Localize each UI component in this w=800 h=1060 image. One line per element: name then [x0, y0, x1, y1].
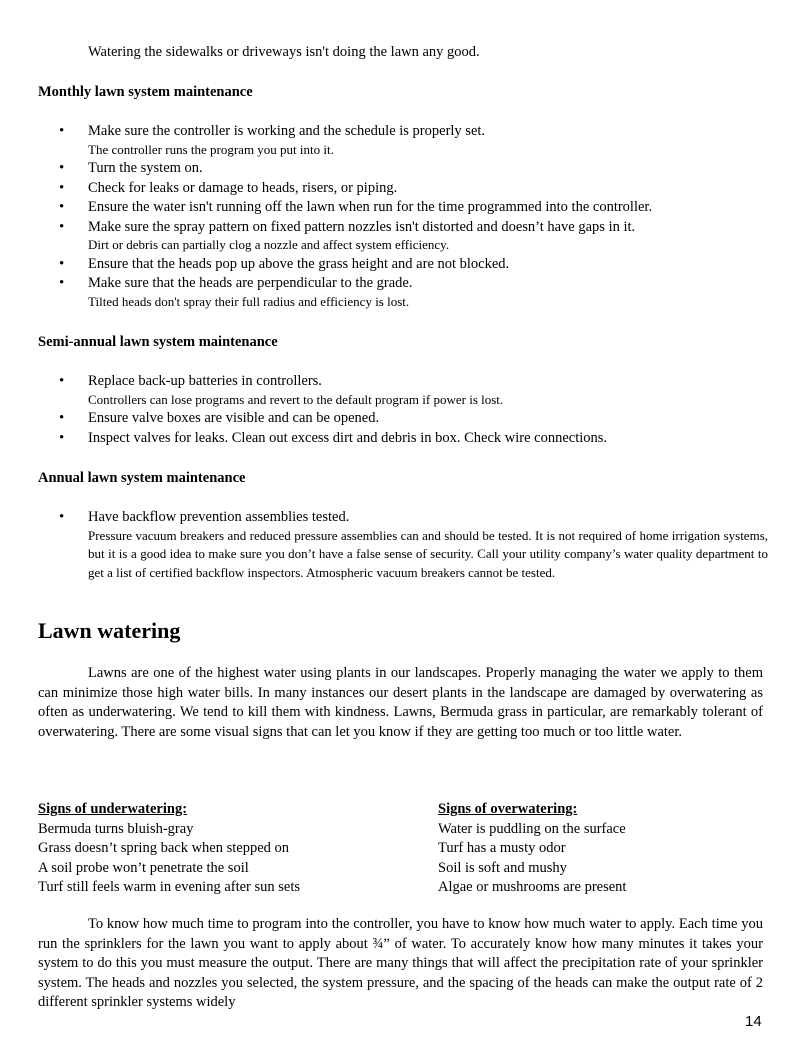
bullet-icon: • [59, 160, 65, 176]
list-item-note: Tilted heads don't spray their full radius and efficiency is lost. [88, 293, 410, 309]
list-item-text: Make sure that the heads are perpendicular to the grade. [88, 275, 413, 291]
intro-line: Watering the sidewalks or driveways isn't doing the lawn any good. [88, 44, 480, 60]
list-item: Bermuda turns bluish-gray [38, 820, 194, 837]
bullet-icon: • [59, 429, 65, 446]
list-item-text: Inspect valves for leaks. Clean out excess dirt and debris in box. Check wire connections. [88, 429, 608, 446]
list-item [0, 159, 780, 179]
bullet-icon: • [59, 373, 65, 389]
list-item [0, 218, 780, 255]
annual-heading: Annual lawn system maintenance [38, 470, 246, 486]
list-item-text: Have backflow prevention assemblies tested. [88, 509, 350, 525]
bullet-icon: • [59, 275, 65, 291]
list-item: Soil is soft and mushy [438, 859, 567, 876]
section-title: Lawn watering [38, 618, 181, 643]
paragraph-2: To know how much time to program into the controller, you have to know how much water to apply. Each time you run the sprinklers for the lawn you want to apply about ¾” of water. To accurately know how many minutes it takes your system to do this you must measure the output. There are many things that will affect the precipitation rate of your sprinkler system. The heads and nozzles you selected, the system pressure, and the spacing of the heads can make the output rate of 2 different sprinkler systems widely [38, 916, 763, 1010]
list-item-text: Ensure that the heads pop up above the grass height and are not blocked. [88, 255, 510, 272]
list-item: Algae or mushrooms are present [438, 879, 627, 895]
list-item [0, 179, 780, 199]
list-item [0, 274, 780, 311]
list-item-note: Pressure vacuum breakers and reduced pressure assemblies can and should be tested. It is not required of home irrigation systems, but it is a good idea to make sure you don’t have a false sense of security. Call your utility company’s water quality department to get a list of certified backflow inspectors. Atmospheric vacuum breakers cannot be tested. [88, 527, 768, 580]
paragraph-1: Lawns are one of the highest water using plants in our landscapes. Properly managing the water we apply to them can minimize those high water bills. In many instances our desert plants in the landscape are damaged by overwatering as often as underwatering. We tend to kill them with kindness. Lawns, Bermuda grass in particular, are remarkably tolerant of overwatering. There are some visual signs that can let you know if they are getting too much or too little water. [38, 665, 763, 740]
list-item [0, 255, 780, 275]
bullet-icon: • [59, 179, 65, 196]
bullet-icon: • [59, 410, 65, 426]
overwatering-heading: Signs of overwatering: [438, 801, 578, 817]
list-item-note: Controllers can lose programs and revert to the default program if power is lost. [88, 391, 504, 407]
overwatering-column [438, 800, 626, 898]
semiannual-heading: Semi-annual lawn system maintenance [38, 334, 278, 350]
list-item [0, 198, 780, 218]
list-item-text: Make sure the controller is working and the schedule is properly set. [88, 123, 486, 139]
list-item-text: Make sure the spray pattern on fixed pattern nozzles isn't distorted and doesn’t have gaps in it. [88, 218, 636, 235]
monthly-heading: Monthly lawn system maintenance [38, 84, 253, 100]
annual-list [0, 508, 780, 582]
semiannual-list [0, 372, 780, 448]
list-item [0, 372, 780, 409]
list-item-note: The controller runs the program you put into it. [88, 141, 334, 157]
list-item-text: Check for leaks or damage to heads, risers, or piping. [88, 179, 398, 196]
list-item-note: Dirt or debris can partially clog a nozzle and affect system efficiency. [88, 237, 450, 252]
bullet-icon: • [59, 509, 65, 525]
list-item: Turf has a musty odor [438, 840, 566, 856]
underwatering-heading: Signs of underwatering: [38, 801, 188, 817]
list-item [0, 409, 780, 429]
underwatering-column [38, 800, 300, 898]
monthly-list [0, 122, 780, 311]
bullet-icon: • [59, 255, 65, 272]
list-item: Grass doesn’t spring back when stepped on [38, 840, 290, 856]
list-item: Turf still feels warm in evening after sun sets [38, 879, 301, 895]
bullet-icon: • [59, 218, 65, 235]
list-item: Water is puddling on the surface [438, 820, 626, 837]
list-item: A soil probe won’t penetrate the soil [38, 859, 249, 876]
list-item [0, 508, 780, 582]
page-number: 14 [745, 1013, 762, 1030]
list-item-text: Turn the system on. [88, 160, 203, 176]
bullet-icon: • [59, 199, 65, 215]
list-item-text: Ensure valve boxes are visible and can be opened. [88, 410, 380, 426]
list-item-text: Ensure the water isn't running off the lawn when run for the time programmed into the controller. [88, 199, 653, 215]
list-item-text: Replace back-up batteries in controllers. [88, 373, 322, 389]
bullet-icon: • [59, 123, 65, 139]
list-item [0, 122, 780, 159]
list-item [0, 429, 780, 449]
